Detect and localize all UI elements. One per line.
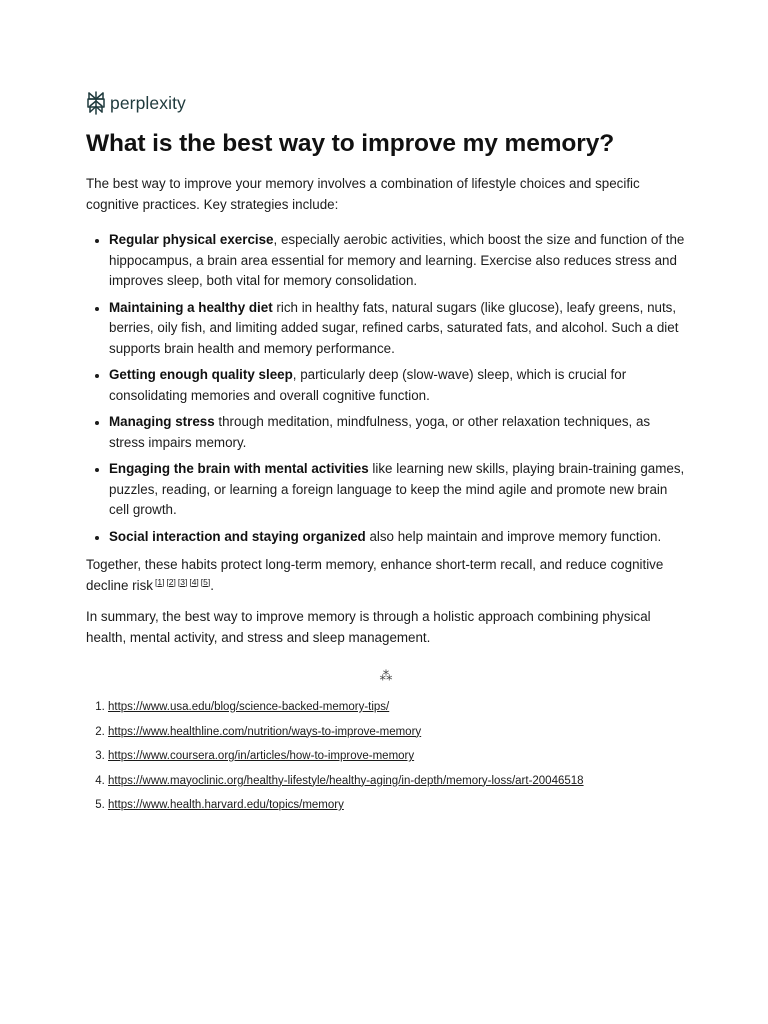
source-link[interactable]: https://www.healthline.com/nutrition/ways-to-improve-memory (108, 725, 422, 738)
list-item (109, 365, 686, 406)
brand-header (86, 86, 686, 120)
source-item (108, 797, 686, 813)
section-divider: ⁂ (379, 668, 393, 683)
list-item (109, 230, 686, 292)
strategy-heading: Managing stress (109, 414, 215, 429)
summary-paragraph: In summary, the best way to improve memory is through a holistic approach combining physical health, mental activity, and stress and sleep management. (86, 609, 651, 645)
strategy-heading: Engaging the brain with mental activities (109, 461, 369, 476)
brand-name: perplexity (110, 92, 186, 113)
strategy-text: through meditation, mindfulness, yoga, or other relaxation techniques, as stress impairs memory. (109, 414, 651, 450)
strategy-heading: Getting enough quality sleep (109, 367, 293, 382)
together-end: . (210, 577, 214, 593)
strategy-heading: Social interaction and staying organized (109, 528, 366, 544)
source-link[interactable]: https://www.mayoclinic.org/healthy-lifestyle/healthy-aging/in-depth/memory-loss/art-20046518 (108, 774, 584, 787)
strategy-text: like learning new skills, playing brain-training games, puzzles, reading, or learning a foreign language to keep the mind agile and promote new brain cell growth. (109, 461, 685, 517)
page-title: What is the best way to improve my memory? (86, 130, 615, 157)
document-page (86, 86, 686, 822)
strategy-text: rich in healthy fats, natural sugars (like glucose), leafy greens, nuts, berries, oily fish, and limiting added sugar, refined carbs, saturated fats, and alcohol. Such a diet supports brain health and memory performance. (109, 299, 679, 356)
source-item (108, 699, 686, 715)
sources-list (86, 699, 686, 813)
citation-link[interactable]: [5] (200, 576, 211, 587)
strategy-text: , especially aerobic activities, which boost the size and function of the hippocampus, a brain area essential for memory and learning. Exercise also reduces stress and improves sleep, both vital for memory consolidation. (109, 232, 685, 288)
list-item (109, 412, 686, 453)
list-item (109, 459, 686, 521)
intro-paragraph: The best way to improve your memory involves a combination of lifestyle choices and specific cognitive practices. Key strategies include: (86, 176, 640, 212)
strategy-heading: Maintaining a healthy diet (109, 299, 273, 315)
citation-link[interactable]: [1] (154, 576, 165, 587)
source-link[interactable]: https://www.usa.edu/blog/science-backed-memory-tips/ (108, 701, 390, 713)
together-text: Together, these habits protect long-term memory, enhance short-term recall, and reduce cognitive decline risk (86, 557, 664, 593)
citation-link[interactable]: [2] (166, 576, 176, 587)
source-link[interactable]: https://www.coursera.org/in/articles/how-to-improve-memory (108, 750, 415, 762)
citation-link[interactable]: [3] (177, 576, 188, 587)
strategy-text: , particularly deep (slow-wave) sleep, which is crucial for consolidating memories and overall cognitive function. (109, 367, 627, 403)
source-item (108, 724, 686, 740)
strategy-text: also help maintain and improve memory function. (365, 528, 662, 544)
citation-link[interactable]: [4] (189, 576, 199, 587)
list-item (109, 298, 686, 360)
source-link[interactable]: https://www.health.harvard.edu/topics/memory (108, 799, 344, 811)
strategy-heading: Regular physical exercise (109, 232, 274, 247)
list-item (109, 527, 686, 548)
strategy-list (86, 230, 686, 547)
source-item (108, 748, 686, 764)
together-paragraph (86, 555, 686, 596)
source-item (108, 773, 686, 789)
perplexity-logo-icon (86, 91, 106, 115)
